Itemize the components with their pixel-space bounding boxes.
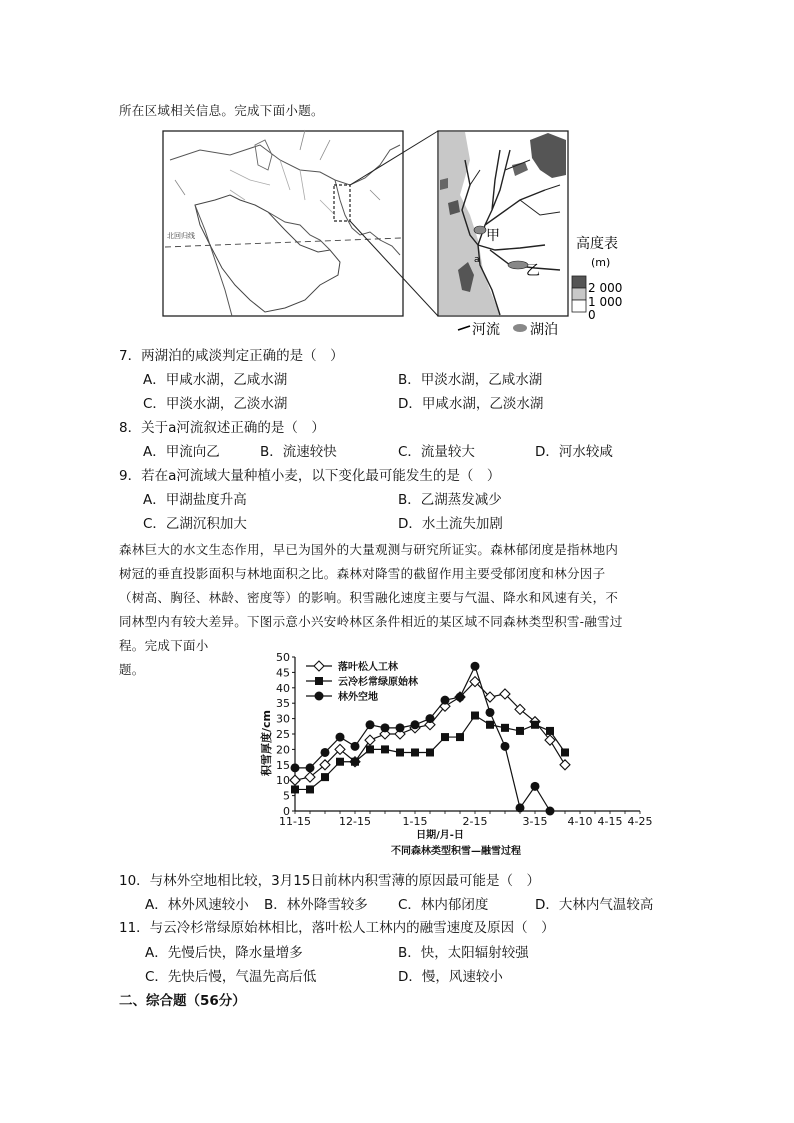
x-tick-label: 12-15: [339, 815, 371, 828]
data-point-series-2: [486, 721, 494, 729]
legend-level-1000: 1 000: [588, 295, 623, 309]
data-point-series-2: [561, 748, 569, 756]
q11-option-c[interactable]: C．先快后慢，气温先高后低: [145, 969, 317, 985]
y-tick-label: 20: [276, 743, 290, 757]
q9-option-c[interactable]: C．乙湖沉积加大: [143, 516, 247, 532]
question-9-stem: 9．若在a河流域大量种植小麦，以下变化最可能发生的是（ ）: [119, 468, 501, 484]
data-point-series-3: [381, 723, 390, 732]
data-point-series-2: [351, 758, 359, 766]
lake-legend-label: 湖泊: [530, 322, 558, 338]
data-point-series-1: [410, 723, 420, 733]
y-tick-label: 35: [276, 697, 290, 711]
passage-line-4: 同林型内有较大差异。下图示意小兴安岭林区条件相近的某区域不同森林类型积雪-融雪过: [119, 614, 623, 629]
data-point-series-2: [306, 785, 314, 793]
series-line-2: [295, 716, 565, 790]
y-tick-label: 45: [276, 666, 290, 680]
legend-label-2: 云冷杉常绿原始林: [338, 677, 418, 688]
data-point-series-2: [381, 745, 389, 753]
data-point-series-2: [291, 785, 299, 793]
data-point-series-3: [321, 748, 330, 757]
data-point-series-1: [395, 729, 405, 739]
passage-line-3: （树高、胸径、林龄、密度等）的影响。积雪融化速度主要与气温、降水和风速有关，不: [119, 590, 619, 605]
data-point-series-1: [500, 689, 510, 699]
data-point-series-3: [531, 782, 540, 791]
y-tick-label: 40: [276, 681, 290, 695]
passage-line-5: 程。完成下面小: [119, 638, 209, 653]
data-point-series-3: [396, 723, 405, 732]
data-point-series-1: [290, 775, 300, 785]
data-point-series-2: [441, 733, 449, 741]
label-a: a: [474, 255, 480, 265]
y-tick-label: 25: [276, 728, 290, 741]
q10-option-d[interactable]: D．大林内气温较高: [535, 897, 654, 913]
data-point-series-3: [351, 742, 360, 751]
passage-line-6: 题。: [119, 662, 145, 677]
data-point-series-1: [470, 677, 480, 687]
legend-marker-2: [315, 677, 323, 685]
data-point-series-1: [530, 717, 540, 727]
section-title: 二、综合题（56分）: [119, 993, 246, 1009]
data-point-series-1: [425, 720, 435, 730]
legend-swatch-low: [572, 300, 586, 312]
data-point-series-1: [305, 772, 315, 782]
tropic-label: 北回归线: [167, 232, 195, 240]
data-point-series-2: [456, 733, 464, 741]
y-tick-label: 0: [283, 805, 290, 818]
legend-title: 高度表: [576, 236, 618, 252]
data-point-series-1: [455, 692, 465, 702]
legend-swatch-mid: [572, 288, 586, 300]
label-yi: 乙: [526, 263, 540, 279]
data-point-series-3: [516, 803, 525, 812]
data-point-series-3: [456, 693, 465, 702]
data-point-series-3: [546, 807, 555, 816]
data-point-series-2: [366, 745, 374, 753]
data-point-series-1: [320, 760, 330, 770]
data-point-series-1: [380, 729, 390, 739]
q10-option-b[interactable]: B．林外降雪较多: [264, 897, 368, 913]
data-point-series-2: [396, 748, 404, 756]
data-point-series-1: [560, 760, 570, 770]
chart-xlabel: 日期/月-日: [416, 830, 464, 841]
chart-ylabel: 积雪厚度/cm: [260, 710, 273, 776]
lake-legend-symbol: [513, 324, 527, 332]
inset-highland-5: [440, 178, 448, 190]
legend-level-2000: 2 000: [588, 281, 623, 295]
q9-option-d[interactable]: D．水土流失加剧: [398, 516, 503, 532]
y-tick-label: 15: [276, 758, 290, 772]
passage-line-2: 树冠的垂直投影面积与林地面积之比。森林对降雪的截留作用主要受郁闭度和林分因子: [119, 566, 606, 581]
q9-option-b[interactable]: B．乙湖蒸发减少: [398, 492, 502, 508]
x-tick-label: 4-10: [567, 815, 593, 828]
y-tick-label: 10: [276, 774, 290, 788]
q7-option-d[interactable]: D．甲咸水湖，乙淡水湖: [398, 396, 544, 412]
q10-option-c[interactable]: C．林内郁闭度: [398, 897, 489, 913]
data-point-series-3: [471, 662, 480, 671]
q10-option-a[interactable]: A．林外风速较小: [145, 897, 249, 913]
q9-option-a[interactable]: A．甲湖盐度升高: [143, 492, 247, 508]
data-point-series-1: [335, 744, 345, 754]
data-point-series-3: [366, 720, 375, 729]
data-point-series-1: [515, 704, 525, 714]
q8-option-b[interactable]: B．流速较快: [260, 444, 337, 460]
y-tick-label: 30: [276, 712, 290, 726]
x-tick-label: 11-15: [279, 815, 311, 828]
data-point-series-3: [291, 763, 300, 772]
data-point-series-1: [440, 701, 450, 711]
data-point-series-2: [531, 721, 539, 729]
question-11-stem: 11．与云冷杉常绿原始林相比，落叶松人工林内的融雪速度及原因（ ）: [119, 920, 555, 936]
data-point-series-2: [426, 748, 434, 756]
data-point-series-2: [411, 748, 419, 756]
series-line-3: [295, 666, 550, 811]
data-point-series-1: [485, 692, 495, 702]
river-legend-label: 河流: [472, 322, 500, 338]
legend-marker-3: [315, 692, 324, 701]
x-tick-label: 3-15: [522, 815, 548, 828]
legend-unit: (m): [591, 256, 611, 269]
q7-option-a[interactable]: A．甲咸水湖，乙咸水湖: [143, 372, 288, 388]
lake-jia: [474, 226, 486, 234]
data-point-series-1: [545, 735, 555, 745]
label-jia: 甲: [486, 228, 500, 244]
passage-line-1: 森林巨大的水文生态作用，早已为国外的大量观测与研究所证实。森林郁闭度是指林地内: [119, 542, 619, 557]
series-line-1: [295, 682, 565, 781]
q11-option-b[interactable]: B．快，太阳辐射较强: [398, 945, 529, 961]
chart-title: 不同森林类型积雪—融雪过程: [391, 846, 521, 857]
main-map-frame: [163, 131, 403, 316]
q11-option-a[interactable]: A．先慢后快，降水量增多: [145, 945, 303, 961]
y-tick-label: 50: [276, 651, 290, 664]
legend-level-0: 0: [588, 308, 596, 322]
question-8-stem: 8．关于a河流叙述正确的是（ ）: [119, 420, 325, 436]
data-point-series-2: [516, 727, 524, 735]
river-legend-symbol: [458, 326, 470, 330]
q7-option-b[interactable]: B．甲淡水湖，乙咸水湖: [398, 372, 543, 388]
data-point-series-2: [471, 712, 479, 720]
q8-option-c[interactable]: C．流量较大: [398, 444, 475, 460]
legend-label-1: 落叶松人工林: [338, 662, 398, 673]
question-10-stem: 10．与林外空地相比较，3月15日前林内积雪薄的原因最可能是（ ）: [119, 873, 540, 889]
data-point-series-3: [411, 720, 420, 729]
data-point-series-3: [486, 708, 495, 717]
legend-label-3: 林外空地: [338, 692, 378, 703]
data-point-series-1: [365, 735, 375, 745]
data-point-series-2: [546, 727, 554, 735]
data-point-series-3: [501, 742, 510, 751]
legend-swatch-high: [572, 276, 586, 288]
data-point-series-3: [441, 696, 450, 705]
x-tick-label: 1-15: [402, 815, 428, 828]
intro-line: 所在区域相关信息。完成下面小题。: [119, 103, 324, 118]
x-tick-label: 2-15: [462, 815, 488, 828]
y-tick-label: 5: [283, 789, 290, 803]
data-point-series-2: [336, 758, 344, 766]
legend-marker-1: [314, 661, 324, 671]
q7-option-c[interactable]: C．甲淡水湖，乙淡水湖: [143, 396, 288, 412]
x-tick-label: 4-25: [627, 815, 653, 828]
q11-option-d[interactable]: D．慢，风速较小: [398, 969, 503, 985]
data-point-series-3: [336, 733, 345, 742]
q8-option-a[interactable]: A．甲流向乙: [143, 444, 220, 460]
data-point-series-2: [321, 773, 329, 781]
q8-option-d[interactable]: D．河水较咸: [535, 444, 613, 460]
data-point-series-3: [426, 714, 435, 723]
data-point-series-3: [306, 763, 315, 772]
x-tick-label: 4-15: [597, 815, 623, 828]
data-point-series-1: [350, 757, 360, 767]
question-7-stem: 7．两湖泊的咸淡判定正确的是（ ）: [119, 348, 344, 364]
lake-yi: [508, 261, 528, 269]
data-point-series-2: [501, 724, 509, 732]
region-map-figure: [0, 0, 794, 345]
